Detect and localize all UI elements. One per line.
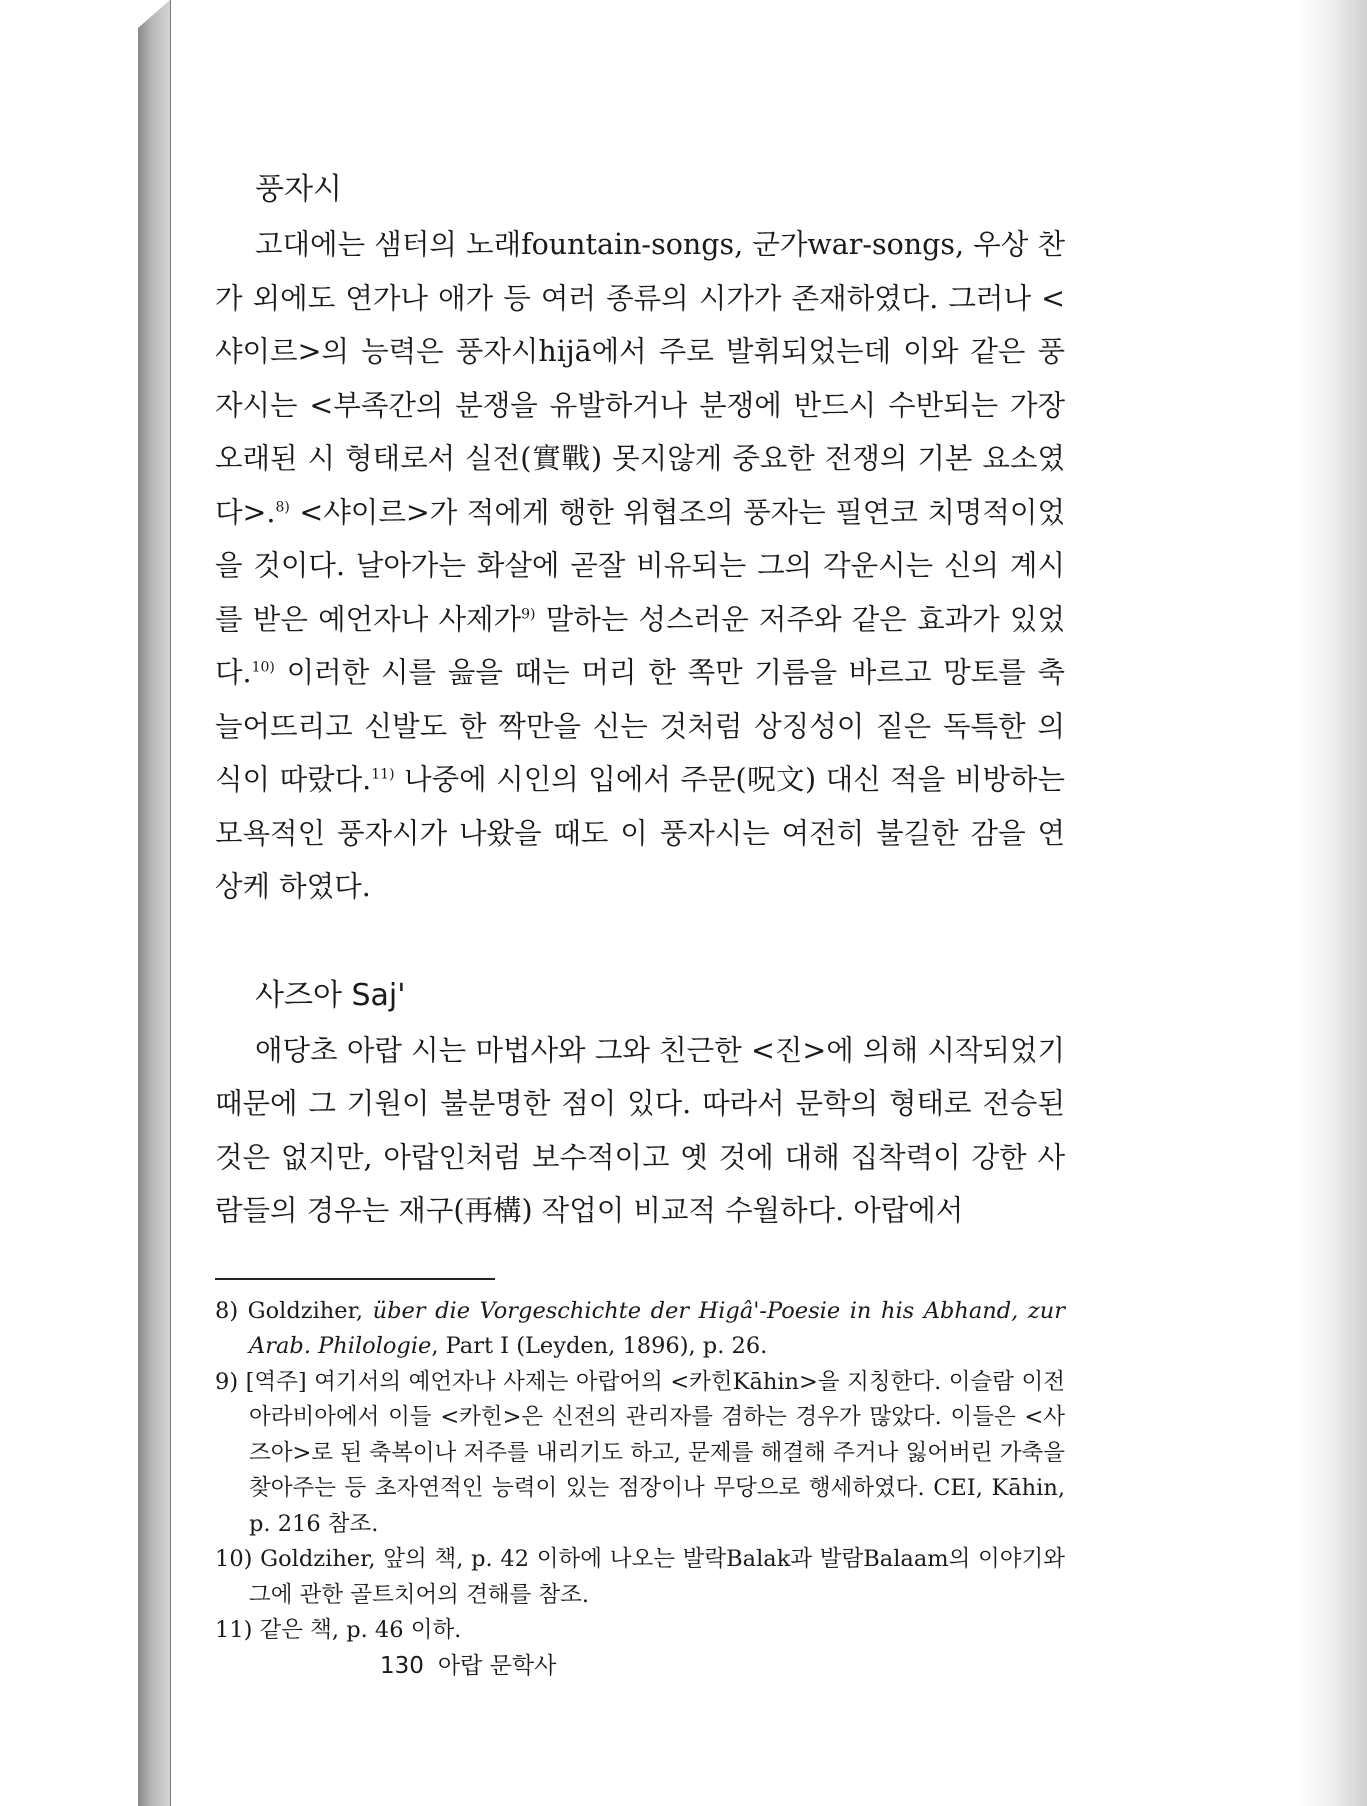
page-footer bbox=[380, 1647, 556, 1680]
paragraph-saj: 애당초 아랍 시는 마법사와 그와 친근한 <진>에 의해 시작되었기 때문에 그 기원이 불분명한 점이 있다. 따라서 문학의 형태로 전승된 것은 없지만, 아랍인처럼 보수적이고 옛 것에 대해 집착력이 강한 사람들의 경우는 재구(再構) 작업이 비교적 수월하다. 아랍에서 bbox=[215, 1033, 1065, 1227]
footnote-ref-10[interactable]: 10) bbox=[251, 659, 275, 676]
footnote-8 bbox=[215, 1294, 1065, 1365]
paragraph-text: <샤이르>가 적에게 행한 위협조의 풍자는 필연코 치명적이었을 것이다. 날아가는 화살에 곧잘 비유되는 그의 각운시는 신의 계시를 받은 예언자나 사제가 bbox=[215, 495, 1065, 636]
footnote-9: 9) [역주] 여기서의 예언자나 사제는 아랍어의 <카힌Kāhin>을 지칭한다. 이슬람 이전 아라비아에서 이들 <카힌>은 신전의 관리자를 겸하는 경우가 많았다. 이들은 <사즈아>로 된 축복이나 저주를 내리기도 하고, 문제를 해결해 주거나 잃어버린 가축을 찾아주는 등 초자연적인 능력이 있는 점장이나 무당으로 행세하였다. CEI, Kāhin, p. 216 참조. bbox=[215, 1368, 1065, 1537]
paragraph-text: 말하는 성스러운 저주와 같은 효과가 있었다. bbox=[215, 602, 1065, 689]
footnote-ref-11[interactable]: 11) bbox=[371, 766, 395, 783]
footnote-divider bbox=[215, 1278, 495, 1280]
footnote-11: 11) 같은 책, p. 46 이하. bbox=[215, 1617, 462, 1643]
page-edge-shadow bbox=[1297, 0, 1367, 1806]
footnote-8-prefix: 8) Goldziher, bbox=[215, 1297, 373, 1324]
book-spine-cap bbox=[138, 0, 170, 28]
book-spine bbox=[138, 0, 170, 1806]
footnote-ref-8[interactable]: 8) bbox=[275, 499, 290, 515]
page-number: 130 bbox=[380, 1653, 424, 1679]
footnote-list bbox=[215, 1294, 1065, 1649]
section-spacer bbox=[215, 914, 1065, 974]
running-title: 아랍 문학사 bbox=[437, 1653, 557, 1679]
footnote-ref-9[interactable]: 9) bbox=[521, 606, 536, 622]
footnote-8-title: über die Vorgeschichte der Higâ'-Poesie in his Abhand, zur Arab. Philologie bbox=[249, 1297, 1065, 1359]
footnote-10: 10) Goldziher, 앞의 책, p. 42 이하에 나오는 발락Balak과 발람Balaam의 이야기와 그에 관한 골트치어의 견해를 참조. bbox=[215, 1546, 1065, 1608]
paragraph-text: 나중에 시인의 입에서 주문(呪文) 대신 적을 비방하는 모욕적인 풍자시가 나왔을 때도 이 풍자시는 여전히 불길한 감을 연상케 하였다. bbox=[215, 763, 1065, 903]
paragraph-text: 고대에는 샘터의 노래fountain-songs, 군가war-songs, 우상 찬가 외에도 연가나 애가 등 여러 종류의 시가가 존재하였다. 그러나 <샤이르>의 능력은 풍자시hijā에서 주로 발휘되었는데 이와 같은 풍자시는 <부족간의 분쟁을 유발하거나 분쟁에 반드시 수반되는 가장 오래된 시 형태로서 실전(實戰) 못지않게 중요한 전쟁의 기본 요소였다>. bbox=[215, 228, 1065, 529]
section-title-saj: 사즈아 Saj' bbox=[255, 977, 406, 1013]
page-content bbox=[215, 168, 1065, 1649]
section-title-satire: 풍자시 bbox=[255, 172, 342, 207]
footnote-8-suffix: , Part I (Leyden, 1896), p. 26. bbox=[431, 1333, 768, 1359]
paragraph-satire bbox=[215, 218, 1065, 914]
paragraph-text: 이러한 시를 읊을 때는 머리 한 쪽만 기름을 바르고 망토를 축 늘어뜨리고 신발도 한 짝만을 신는 것처럼 상징성이 짙은 독특한 의식이 따랐다. bbox=[215, 656, 1065, 796]
